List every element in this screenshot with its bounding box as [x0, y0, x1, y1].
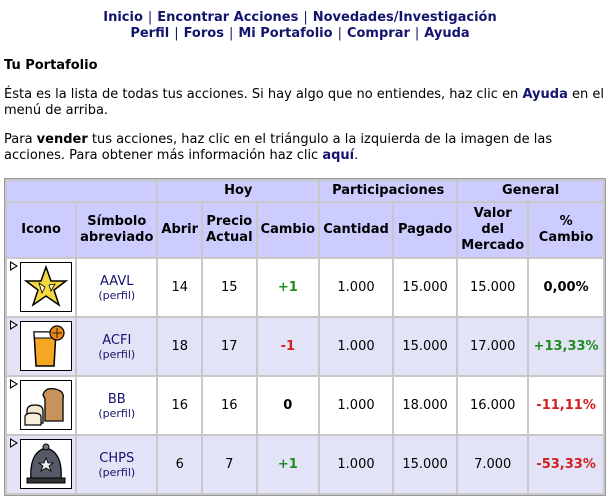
nav-link-encontrar-acciones[interactable]: Encontrar Acciones — [157, 10, 299, 25]
col-header-abrir: Abrir — [158, 203, 201, 257]
cantidad-cell: 1.000 — [320, 436, 392, 493]
perfil-link[interactable]: (perfil) — [98, 465, 136, 479]
col-header-pagado: Pagado — [394, 203, 456, 257]
group-header-hoy: Hoy — [158, 181, 318, 201]
symbol-link[interactable]: BB — [107, 391, 126, 407]
sell-triangle-icon[interactable] — [10, 320, 18, 330]
star-icon — [20, 262, 72, 312]
symbol-link[interactable]: CHPS — [99, 450, 135, 466]
intro-text: en el menú de arriba. — [4, 87, 604, 118]
valor-cell: 7.000 — [458, 436, 527, 493]
nav-separator: | — [174, 26, 179, 41]
abrir-cell: 18 — [158, 318, 201, 375]
sell-emphasis: vender — [36, 132, 88, 147]
icon-cell — [7, 259, 75, 316]
sell-triangle-icon[interactable] — [10, 438, 18, 448]
precio-cell: 16 — [203, 377, 255, 434]
juice-glass-icon — [20, 321, 72, 371]
symbol-cell — [77, 377, 156, 434]
police-helmet-icon — [20, 439, 72, 489]
group-header-general: General — [458, 181, 603, 201]
precio-cell: 7 — [203, 436, 255, 493]
more-info-link[interactable]: aquí — [322, 148, 355, 163]
col-header-cambio: Cambio — [258, 203, 319, 257]
sell-triangle-icon[interactable] — [10, 261, 18, 271]
valor-cell: 16.000 — [458, 377, 527, 434]
valor-cell: 17.000 — [458, 318, 527, 375]
table-row — [7, 377, 603, 434]
symbol-cell — [77, 318, 156, 375]
group-header-participaciones: Participaciones — [320, 181, 456, 201]
nav-separator: | — [337, 26, 342, 41]
cantidad-cell: 1.000 — [320, 259, 392, 316]
pagado-cell: 15.000 — [394, 436, 456, 493]
pagado-cell: 15.000 — [394, 259, 456, 316]
nav-row-1 — [0, 10, 600, 26]
nav-link-ayuda[interactable]: Ayuda — [424, 26, 470, 41]
col-header-cantidad: Cantidad — [320, 203, 392, 257]
table-row — [7, 436, 603, 493]
abrir-cell: 16 — [158, 377, 201, 434]
nav-link-novedades[interactable]: Novedades/Investigación — [312, 10, 497, 25]
pagado-cell: 15.000 — [394, 318, 456, 375]
page-title: Tu Portafolio — [4, 58, 98, 73]
symbol-cell — [77, 259, 156, 316]
cambio-cell: +1 — [258, 436, 319, 493]
cantidad-cell: 1.000 — [320, 377, 392, 434]
nav-row-2 — [0, 26, 600, 42]
nav-separator: | — [303, 10, 308, 25]
col-header-precio: Precio Actual — [203, 203, 255, 257]
help-link[interactable]: Ayuda — [522, 87, 568, 102]
sell-triangle-icon[interactable] — [10, 379, 18, 389]
abrir-cell: 14 — [158, 259, 201, 316]
symbol-link[interactable]: AAVL — [100, 273, 134, 289]
nav-separator: | — [228, 26, 234, 41]
intro-text: . — [354, 148, 359, 163]
pagado-cell: 18.000 — [394, 377, 456, 434]
intro-paragraph-2 — [4, 132, 604, 164]
col-header-pct-cambio: % Cambio — [529, 203, 603, 257]
nav-link-mi-portafolio[interactable]: Mi Portafolio — [238, 26, 333, 41]
col-header-simbolo: Símbolo abreviado — [77, 203, 156, 257]
nav-link-perfil[interactable]: Perfil — [130, 26, 170, 41]
group-header-blank — [7, 181, 156, 201]
valor-cell: 15.000 — [458, 259, 527, 316]
precio-cell: 15 — [203, 259, 255, 316]
pct-cambio-cell: -53,33% — [529, 436, 603, 493]
column-header-row — [7, 203, 603, 257]
nav-separator: | — [414, 26, 420, 41]
cambio-cell: +1 — [258, 259, 319, 316]
icon-cell — [7, 318, 75, 375]
portfolio-table — [4, 178, 606, 496]
table-row — [7, 259, 603, 316]
top-navigation — [0, 10, 600, 42]
pct-cambio-cell: 0,00% — [529, 259, 603, 316]
intro-text: Para — [4, 132, 37, 147]
perfil-link[interactable]: (perfil) — [98, 288, 136, 302]
col-header-valor: Valor del Mercado — [458, 203, 527, 257]
icon-cell — [7, 436, 75, 493]
symbol-link[interactable]: ACFI — [102, 332, 132, 348]
group-header-row — [7, 181, 603, 201]
symbol-cell — [77, 436, 156, 493]
intro-text: tus acciones, haz clic en el triángulo a la izquierda de la imagen de las acciones. Para obtener más información haz clic — [4, 132, 553, 163]
pct-cambio-cell: -11,11% — [529, 377, 603, 434]
perfil-link[interactable]: (perfil) — [98, 406, 136, 420]
perfil-link[interactable]: (perfil) — [98, 347, 136, 361]
pct-cambio-cell: +13,33% — [529, 318, 603, 375]
cambio-cell: 0 — [258, 377, 319, 434]
precio-cell: 17 — [203, 318, 255, 375]
abrir-cell: 6 — [158, 436, 201, 493]
intro-paragraph-1 — [4, 87, 604, 119]
intro-text: Ésta es la lista de todas tus acciones. Si hay algo que no entiendes, haz clic en — [4, 87, 523, 102]
nav-link-comprar[interactable]: Comprar — [346, 26, 410, 41]
col-header-icono: Icono — [7, 203, 75, 257]
bread-icon — [20, 380, 72, 430]
cambio-cell: -1 — [258, 318, 319, 375]
cantidad-cell: 1.000 — [320, 318, 392, 375]
nav-separator: | — [147, 10, 153, 25]
table-row — [7, 318, 603, 375]
icon-cell — [7, 377, 75, 434]
nav-link-inicio[interactable]: Inicio — [103, 10, 143, 25]
nav-link-foros[interactable]: Foros — [183, 26, 224, 41]
